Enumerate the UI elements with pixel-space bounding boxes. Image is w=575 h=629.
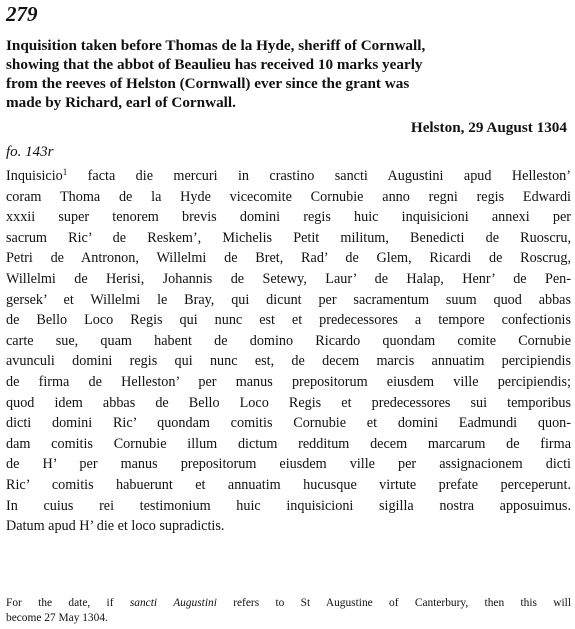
footnote-marker: 1 bbox=[62, 167, 68, 177]
heading-line: from the reeves of Helston (Cornwall) ever since the grant was bbox=[6, 75, 410, 92]
text-line: de Bello Loco Regis qui nunc est et predecessores a tempore confectionis bbox=[6, 312, 571, 329]
text-line: dicti domini Ric’ quondam comitis Cornubie et domini Eadmundi quon- bbox=[6, 415, 571, 432]
text-line: Datum apud H’ die et loco supradictis. bbox=[6, 518, 225, 535]
text-line: Petri de Antronon, Willelmi de Bret, Rad’ de Glem, Ricardi de Roscrug, bbox=[6, 250, 571, 267]
text-line: gersek’ et Willelmi le Bray, qui dicunt per sacramentum suum quod abbas bbox=[6, 291, 571, 308]
heading-line: showing that the abbot of Beaulieu has received 10 marks yearly bbox=[6, 56, 423, 73]
first-line-rest: facta die mercuri in crastino sancti Augustini apud Helleston’ bbox=[67, 168, 571, 184]
heading-line: made by Richard, earl of Cornwall. bbox=[6, 94, 236, 111]
inquisition-text bbox=[6, 166, 571, 537]
text-line: In cuius rei testimonium huic inquisicioni sigilla nostra apposuimus. bbox=[6, 497, 571, 514]
text-line: Ric’ comitis habuerunt et annuatim hucusque virtute prefate perceperunt. bbox=[6, 476, 571, 493]
text-line: carte sue, quam habent de domino Ricardo quondam comite Cornubie bbox=[6, 332, 571, 349]
footnote-text: For the date, if bbox=[6, 597, 130, 609]
entry-heading bbox=[6, 36, 571, 112]
text-line: xxxii super tenorem brevis domini regis huic inquisicioni annexi per bbox=[6, 209, 571, 226]
entry-number: 279 bbox=[6, 2, 38, 26]
text-line: sacrum Ric’ de Reskem’, Michelis Petit militum, Benedicti de Ruoscru, bbox=[6, 229, 571, 246]
place-date: Helston, 29 August 1304 bbox=[410, 119, 567, 136]
footnote-line: become 27 May 1304. bbox=[6, 612, 108, 624]
text-line: dam comitis Cornubie illum dictum redditum decem marcarum de firma bbox=[6, 435, 571, 452]
footnote bbox=[6, 596, 571, 626]
text-line: de H’ per manus prepositorum eiusdem ville per assignacionem dicti bbox=[6, 456, 571, 473]
footnote-text: refers to St Augustine of Canterbury, then this will bbox=[216, 597, 571, 609]
first-word: Inquisicio bbox=[6, 168, 63, 184]
text-line: Willelmi de Herisi, Johannis de Setewy, Laur’ de Halap, Henr’ de Pen- bbox=[6, 270, 571, 287]
footnote-line bbox=[6, 596, 571, 611]
heading-line: Inquisition taken before Thomas de la Hyde, sheriff of Cornwall, bbox=[6, 37, 426, 54]
text-line: coram Thoma de la Hyde vicecomite Cornubie anno regni regis Edwardi bbox=[6, 188, 571, 205]
text-line: avunculi domini regis qui nunc est, de decem marcis annuatim percipiendis bbox=[6, 353, 571, 370]
folio-reference: fo. 143r bbox=[6, 144, 54, 160]
text-line: quod idem abbas de Bello Loco Regis et predecessores sui temporibus bbox=[6, 394, 571, 411]
text-line: de firma de Helleston’ per manus prepositorum eiusdem ville percipiendis; bbox=[6, 373, 571, 390]
text-line bbox=[6, 166, 571, 187]
footnote-italic-term: sancti Augustini bbox=[129, 597, 217, 609]
